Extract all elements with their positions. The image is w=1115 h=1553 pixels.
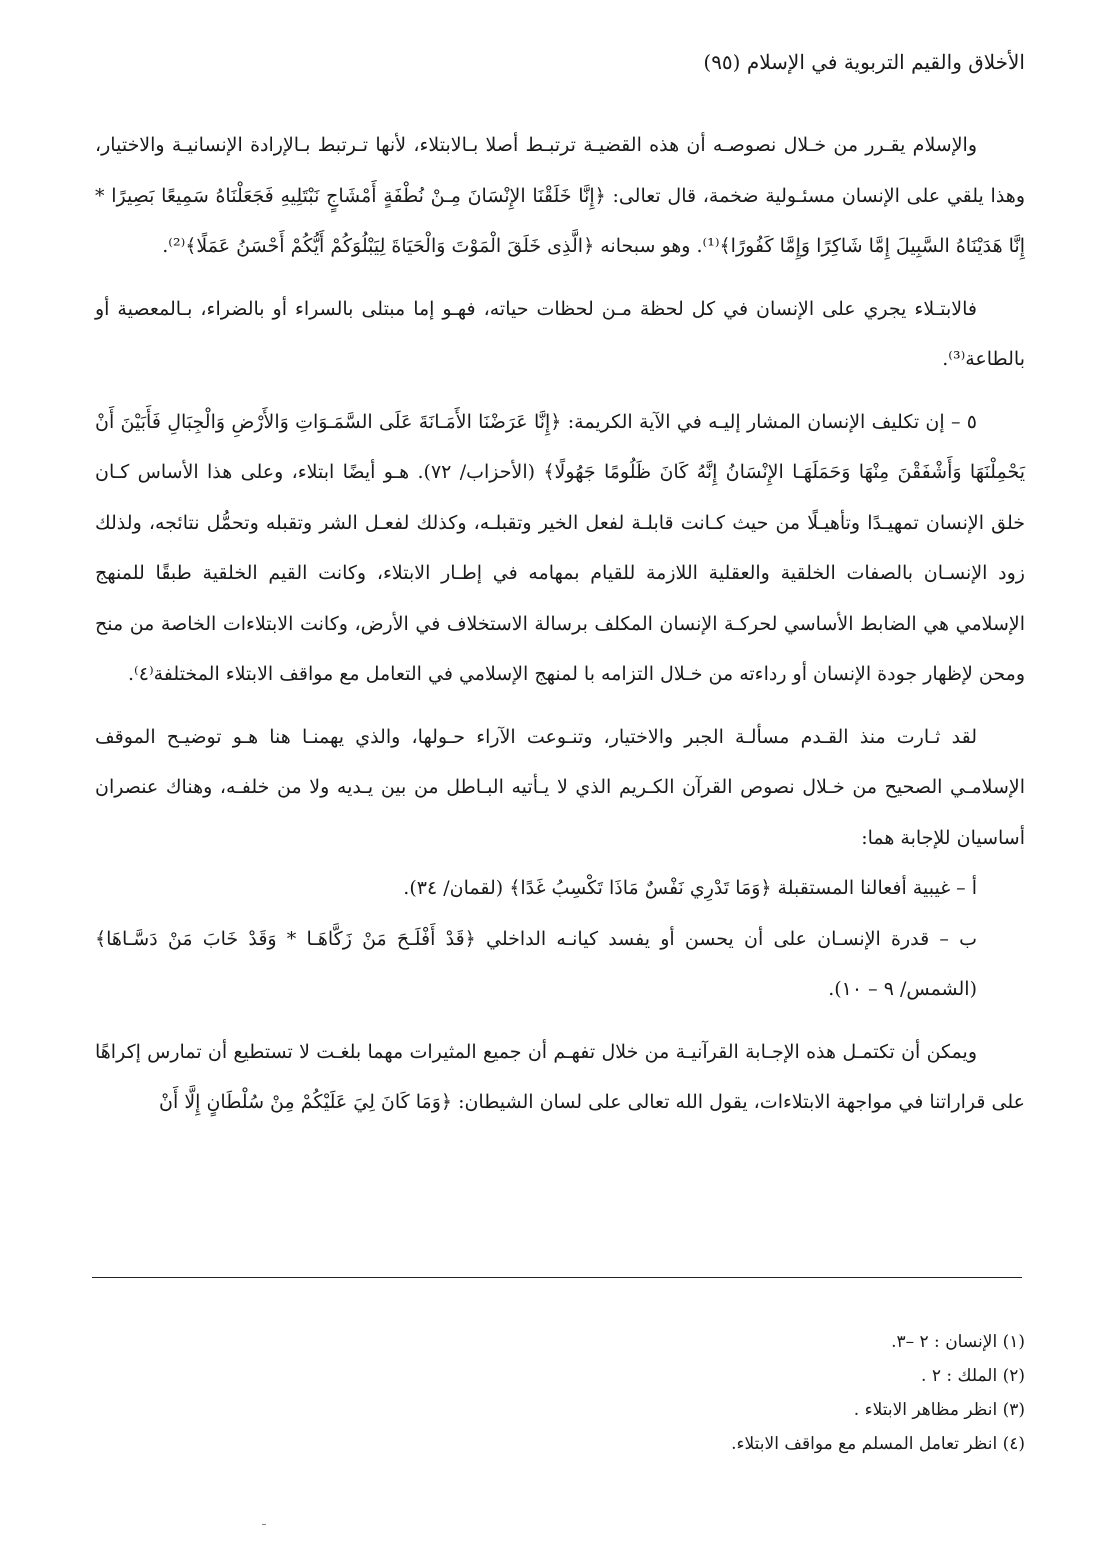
footnotes: [95, 1325, 1025, 1461]
footnote-divider: [92, 1277, 1022, 1278]
running-header: الأخلاق والقيم التربوية في الإسلام (٩٥): [703, 50, 1025, 74]
paragraph-3: ٥ – إن تكليف الإنسان المشار إليـه في الآية الكريمة: ﴿إِنَّا عَرَضْنَا الأَمَـانَةَ عَلَى السَّمَـوَاتِ وَالأَرْضِ وَالْجِبَالِ فَأَبَيْنَ أَنْ يَحْمِلْنَهَا وَأَشْفَقْنَ مِنْهَا وَحَمَلَهَـا الإِنْسَانُ إِنَّهُ كَانَ ظَلُومًا جَهُولًا﴾ (الأحزاب/ ٧٢). هـو أيضًا ابتلاء، وعلى هذا الأساس كـان خلق الإنسان تمهيـدًا وتأهيـلًا من حيث كـانت قابلـة لفعل الخير وتقبلـه، وكذلك لفعـل الشر وتقبله وتحمُّل نتائجه، ولذلك زود الإنسـان بالصفات الخلقية والعقلية اللازمة للقيام بمهامه في إطـار الابتلاء، وكانت القيم الخلقية طبقًا للمنهج الإسلامي هي الضابط الأساسي لحركـة الإنسان المكلف برسالة الاستخلاف في الأرض، وكانت الابتلاءات الخاصة من منح ومحن لإظهار جودة الإنسان أو رداءته من خـلال التزامه با لمنهج الإسلامي في التعامل مع مواقف الابتلاء المختلفة⁽٤⁾.: [95, 410, 1025, 685]
paragraph-5: ويمكن أن تكتمـل هذه الإجـابة القرآنيـة من خلال تفهـم أن جميع المثيرات مهما بلغـت لا تستطيع أن تمارس إكراهًا على قراراتنا في مواجهة الابتلاءات، يقول الله تعالى على لسان الشيطان: ﴿وَمَا كَانَ لِيَ عَلَيْكُمْ مِنْ سُلْطَانٍ إِلَّا أَنْ: [95, 1040, 1025, 1113]
paragraph-4: لقد ثـارت منذ القـدم مسألـة الجبر والاختيار، وتنـوعت الآراء حـولها، والذي يهمنـا هنا هـو توضيـح الموقف الإسلامـي الصحيح من خـلال نصوص القرآن الكـريم الذي لا يـأتيه البـاطل من بين يـديه ولا من خلفـه، وهناك عنصران أساسيان للإجابة هما:: [95, 725, 1025, 849]
list-item-b: ب – قدرة الإنسـان على أن يحسن أو يفسد كيانـه الداخلي ﴿قَدْ أَفْلَـحَ مَنْ زَكَّاهَـا * وَقَدْ خَابَ مَنْ دَسَّـاهَا﴾ (الشمس/ ٩ – ١٠).: [95, 927, 977, 1000]
main-text: [95, 120, 1025, 1128]
footnote-1: (١) الإنسان : ٢ –٣.: [891, 1332, 1025, 1352]
footnote-3: (٣) انظر مظاهر الابتلاء .: [853, 1400, 1025, 1420]
paragraph-1: والإسلام يقـرر من خـلال نصوصـه أن هذه القضيـة ترتبـط أصلا بـالابتلاء، لأنها تـرتبط بـالإرادة الإنسانيـة والاختيار، وهذا يلقي على الإنسان مسئـولية ضخمة، قال تعالى: ﴿إِنَّا خَلَقْنَا الإِنْسَانَ مِـنْ نُطْفَةٍ أَمْشَاجٍ نَبْتَلِيهِ فَجَعَلْنَاهُ سَمِيعًا بَصِيرًا * إِنَّا هَدَيْنَاهُ السَّبِيلَ إِمَّا شَاكِرًا وَإِمَّا كَفُورًا﴾⁽¹⁾. وهو سبحانه ﴿الَّذِى خَلَقَ الْمَوْتَ وَالْحَيَاةَ لِيَبْلُوَكُمْ أَيُّكُمْ أَحْسَنُ عَمَلًا﴾⁽²⁾.: [95, 134, 1025, 257]
list-item-a: أ – غيبية أفعالنا المستقبلة ﴿وَمَا تَدْرِي نَفْسٌ مَاذَا تَكْسِبُ غَدًا﴾ (لقمان/ ٣٤).: [403, 877, 977, 899]
footnote-4: (٤) انظر تعامل المسلم مع مواقف الابتلاء.: [731, 1434, 1025, 1454]
footnote-2: (٢) الملك : ٢ .: [921, 1366, 1025, 1386]
paragraph-2: فالابتـلاء يجري على الإنسان في كل لحظة مـن لحظات حياته، فهـو إما مبتلى بالسراء أو بالضراء، بـالمعصية أو بالطاعة⁽³⁾.: [95, 297, 1025, 370]
scan-mark: [262, 1524, 266, 1525]
